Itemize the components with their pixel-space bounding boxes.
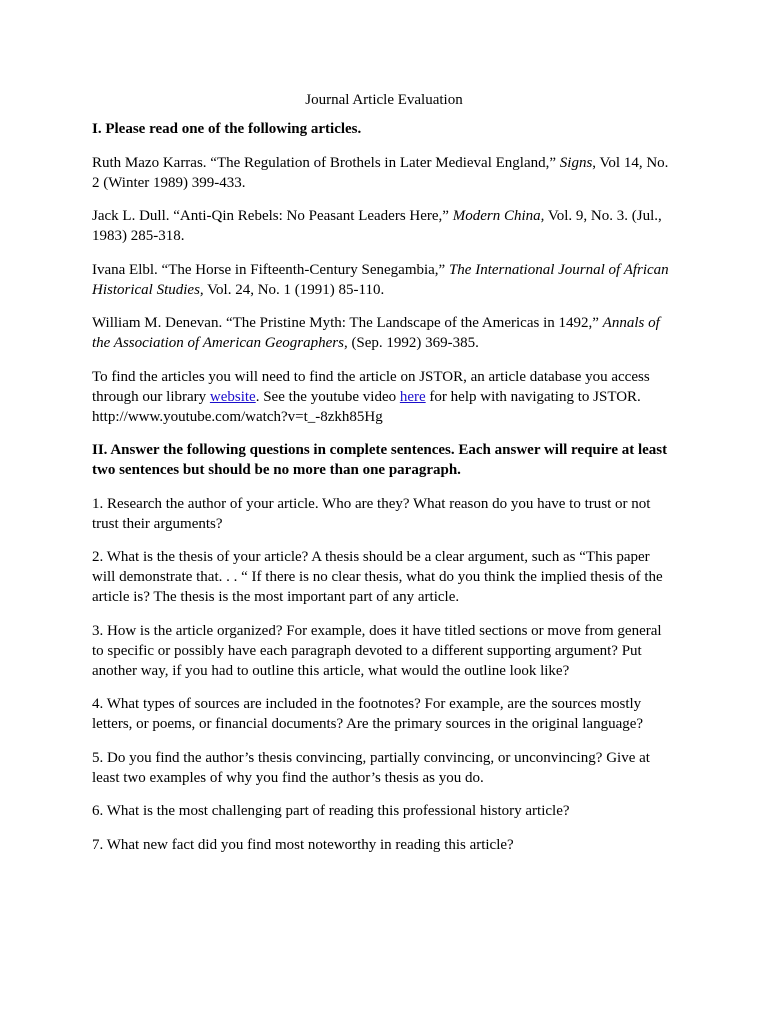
section-1-heading: I. Please read one of the following articles. [92, 121, 362, 137]
citation-details: , (Sep. 1992) 369-385. [343, 335, 479, 351]
website-link[interactable]: website [209, 388, 256, 405]
citation-details: Vol. 9, No. 3. (Jul., 1983) 285-318. [92, 208, 662, 244]
jstor-text: for help with navigating to JSTOR. [425, 388, 641, 405]
citation-details: , Vol 14, No. 2 (Winter 1989) 399-433. [92, 154, 669, 191]
article-citation-3 [92, 260, 676, 300]
question-3: 3. How is the article organized? For example, does it have titled sections or move from general to specific or possibly have each paragraph devoted to a different supporting argument? Put another way, if you had to outline this article, what would the outline look like? [92, 622, 662, 679]
journal-name: The International Journal of African Historical Studies, [92, 261, 669, 298]
question-5: 5. Do you find the author’s thesis convincing, partially convincing, or unconvincing? Give at least two examples of why you find the author’s thesis as you do. [92, 749, 650, 786]
jstor-instructions [92, 367, 676, 427]
question-6: 6. What is the most challenging part of reading this professional history article? [92, 803, 570, 819]
here-link[interactable]: here [399, 388, 426, 405]
citation-text: Ruth Mazo Karras. “The Regulation of Brothels in Later Medieval England,” [92, 154, 560, 171]
citation-details: Vol. 24, No. 1 (1991) 85-110. [203, 281, 385, 298]
question-2: 2. What is the thesis of your article? A thesis should be a clear argument, such as “This paper will demonstrate that. . . “ If there is no clear thesis, what do you think the implied thesis of the article is? The thesis is the most important part of any article. [92, 549, 663, 605]
document-title: Journal Article Evaluation [305, 92, 463, 108]
citation-text: William M. Denevan. “The Pristine Myth: The Landscape of the Americas in 1492,” [92, 315, 603, 331]
journal-name: Modern China, [452, 208, 545, 224]
journal-name: Annals of the Association of American Geographers [92, 315, 660, 351]
youtube-url: http://www.youtube.com/watch?v=t_-8zkh85Hg [92, 408, 383, 425]
citation-text: Ivana Elbl. “The Horse in Fifteenth-Century Senegambia,” [92, 261, 449, 278]
article-citation-4 [92, 313, 676, 353]
question-1: 1. Research the author of your article. Who are they? What reason do you have to trust or not trust their arguments? [92, 495, 651, 532]
journal-name: Signs [559, 154, 593, 171]
citation-text: Jack L. Dull. “Anti-Qin Rebels: No Peasant Leaders Here,” [92, 208, 453, 224]
article-citation-2 [92, 206, 676, 246]
question-4: 4. What types of sources are included in the footnotes? For example, are the sources mostly letters, or poems, or financial documents? Are the primary sources in the original language? [92, 696, 644, 732]
section-2-heading: II. Answer the following questions in complete sentences. Each answer will require at least two sentences but should be no more than one paragraph. [92, 442, 668, 478]
article-citation-1 [92, 153, 676, 193]
jstor-text: . See the youtube video [255, 388, 400, 405]
jstor-text: To find the articles you will need to find the article on JSTOR, an article database you access through our library [92, 368, 650, 405]
question-7: 7. What new fact did you find most noteworthy in reading this article? [92, 836, 514, 853]
